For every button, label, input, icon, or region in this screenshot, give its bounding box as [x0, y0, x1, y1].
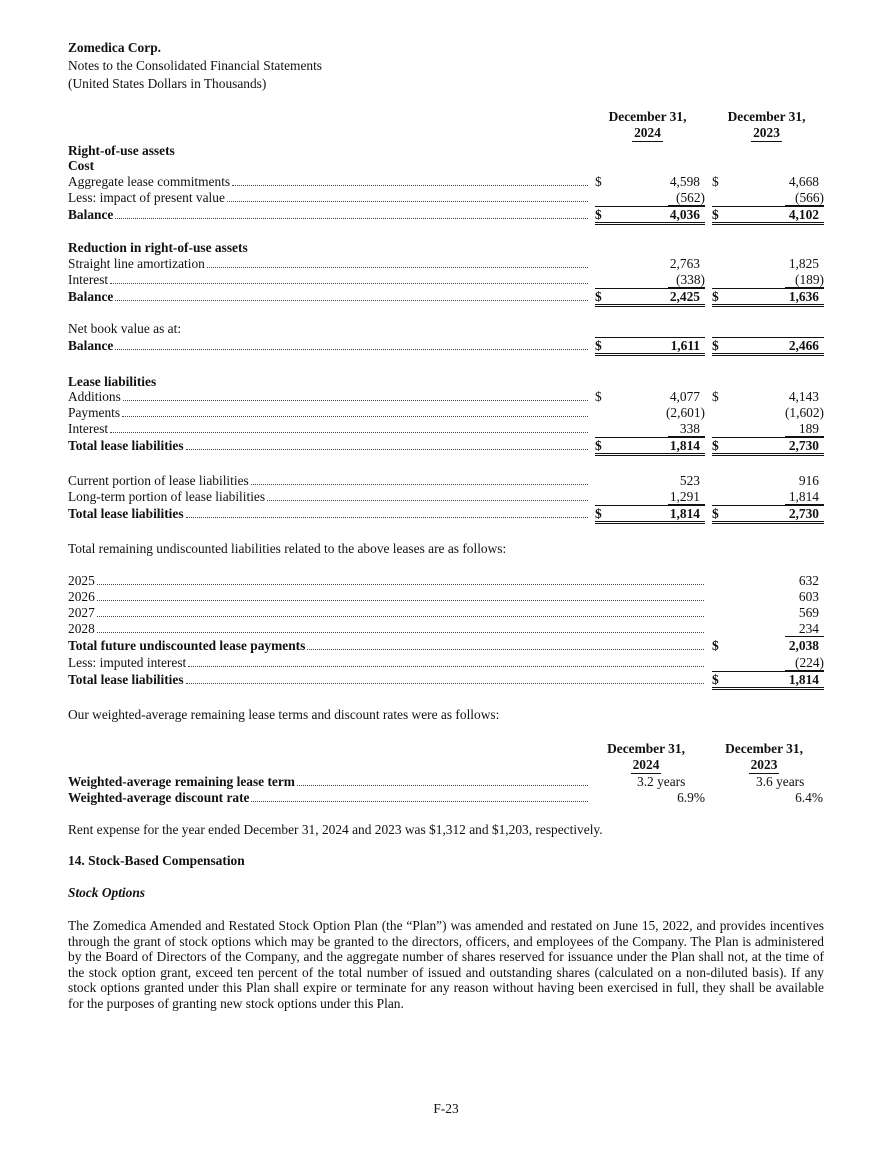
table-row	[68, 338, 824, 354]
double-underline-rule	[595, 206, 705, 225]
table-row	[68, 473, 824, 489]
currency-symbol: $	[712, 672, 719, 687]
company-name: Zomedica Corp.	[68, 40, 161, 55]
value-2024: 1,814	[669, 438, 700, 453]
table-row	[68, 174, 824, 190]
value-2024: 3.2 years	[637, 774, 686, 789]
column-header-2023-line1: December 31,	[727, 109, 806, 124]
value-2023: 1,814	[788, 489, 819, 504]
double-underline-rule	[595, 288, 705, 307]
row-label: Balance	[68, 289, 114, 304]
column-header-2023	[709, 109, 824, 142]
column-header-2023-line2: 2023	[753, 125, 780, 140]
row-label: Interest	[68, 421, 109, 436]
double-underline-rule	[595, 505, 705, 524]
value: (224)	[794, 655, 824, 670]
table-row	[68, 289, 824, 305]
dot-leader	[115, 300, 588, 301]
page-number: F-23	[433, 1101, 459, 1116]
currency-symbol: $	[595, 207, 602, 222]
value: 569	[798, 605, 819, 620]
value-2023: (1,602)	[784, 405, 824, 420]
currency-symbol: $	[712, 338, 719, 353]
row-label: Payments	[68, 405, 121, 420]
value-2024: 1,611	[670, 338, 700, 353]
lease-liabilities-title: Lease liabilities	[68, 374, 157, 389]
weighted-header-2023	[704, 741, 824, 774]
dot-leader	[307, 649, 704, 650]
row-label: Balance	[68, 207, 114, 222]
currency-symbol: $	[712, 506, 719, 521]
table-row	[68, 790, 824, 806]
value-2023: 2,730	[788, 438, 819, 453]
dot-leader	[97, 584, 704, 585]
column-header-2024	[590, 109, 705, 142]
double-underline-rule	[712, 505, 824, 524]
currency-symbol: $	[595, 438, 602, 453]
row-label: Current portion of lease liabilities	[68, 473, 249, 488]
underline-rule	[668, 190, 705, 206]
currency-symbol: $	[712, 438, 719, 453]
value-2024: 4,077	[669, 389, 700, 404]
currency-symbol: $	[712, 207, 719, 222]
weighted-header-2024	[587, 741, 705, 774]
value: 2,038	[788, 638, 819, 653]
weighted-header-2024-line1: December 31,	[607, 741, 685, 756]
currency-symbol: $	[712, 638, 719, 653]
currency-note: (United States Dollars in Thousands)	[68, 76, 267, 91]
value-2024: 2,763	[669, 256, 700, 271]
value-2023: (189)	[794, 272, 824, 287]
value: 1,814	[788, 672, 819, 687]
row-label: Long-term portion of lease liabilities	[68, 489, 266, 504]
table-row	[68, 489, 824, 505]
dot-leader	[186, 449, 588, 450]
underline-rule	[668, 421, 705, 437]
value-2023: 6.4%	[795, 790, 823, 805]
row-label: Less: imputed interest	[68, 655, 187, 670]
double-underline-rule	[712, 288, 824, 307]
weighted-header-2024-line2: 2024	[632, 757, 660, 772]
dot-leader	[207, 267, 588, 268]
currency-symbol: $	[595, 289, 602, 304]
underline-rule	[785, 190, 824, 206]
table-row	[68, 655, 824, 671]
row-label: Total lease liabilities	[68, 438, 184, 453]
rou-cost-subtitle: Cost	[68, 158, 95, 173]
row-label: Total future undiscounted lease payments	[68, 638, 306, 653]
table-row	[68, 272, 824, 288]
double-underline-rule	[712, 671, 824, 690]
dot-leader	[110, 283, 588, 284]
plan-paragraph: The Zomedica Amended and Restated Stock Option Plan (the “Plan”) was amended and restated on June 15, 2022, and provides incentives through the grant of stock options which may be granted to the directors, officers, and employees of the Company. The Plan is administered by the Board of Directors of the Company, and the aggregate number of shares reserved for issuance under the Plan shall not, at the time of the stock option grant, exceed ten percent of the total number of issued and outstanding shares (calculated on a non-diluted basis). If any stock options granted under this Plan shall expire or terminate for any reason without having been exercised in full, they shall be available for the purposes of granting new stock options under this Plan.	[68, 918, 824, 1011]
table-row	[68, 774, 824, 790]
dot-leader	[115, 349, 588, 350]
dot-leader	[97, 616, 704, 617]
column-header-2024-line1: December 31,	[608, 109, 687, 124]
value-2023: 189	[798, 421, 819, 436]
dot-leader	[186, 683, 704, 684]
value: 632	[798, 573, 819, 588]
dot-leader	[297, 785, 588, 786]
value-2024: 1,291	[669, 489, 700, 504]
row-label: Balance	[68, 338, 114, 353]
dot-leader	[122, 416, 588, 417]
table-row	[68, 207, 824, 223]
dot-leader	[186, 517, 588, 518]
row-label: 2025	[68, 573, 95, 588]
dot-leader	[251, 801, 588, 802]
row-label: Aggregate lease commitments	[68, 174, 231, 189]
dot-leader	[232, 185, 588, 186]
row-label: Less: impact of present value	[68, 190, 225, 205]
dot-leader	[267, 500, 588, 501]
row-label: Total lease liabilities	[68, 506, 184, 521]
double-underline-rule	[712, 437, 824, 456]
table-row	[68, 573, 824, 589]
underline-rule	[668, 489, 705, 505]
value: 234	[798, 621, 819, 636]
table-row	[68, 672, 824, 688]
column-header-2024-line2: 2024	[634, 125, 661, 140]
section-14-title: 14. Stock-Based Compensation	[68, 853, 245, 868]
underline-rule	[785, 621, 824, 637]
table-row	[68, 190, 824, 206]
value-2023: 2,466	[788, 338, 819, 353]
document-subtitle: Notes to the Consolidated Financial Statements	[68, 58, 323, 73]
currency-symbol: $	[712, 289, 719, 304]
value-2024: 1,814	[669, 506, 700, 521]
underline-rule	[785, 272, 824, 288]
value-2024: 338	[679, 421, 700, 436]
dot-leader	[227, 201, 588, 202]
row-label: Additions	[68, 389, 121, 404]
value-2024: 523	[679, 473, 700, 488]
value: 603	[798, 589, 819, 604]
double-underline-rule	[712, 206, 824, 225]
table-row	[68, 438, 824, 454]
dot-leader	[97, 600, 704, 601]
value-2023: 1,636	[788, 289, 819, 304]
dot-leader	[110, 432, 588, 433]
value-2023: 4,668	[788, 174, 819, 189]
row-label: 2026	[68, 589, 95, 604]
currency-symbol: $	[712, 389, 719, 404]
value-2023: 1,825	[788, 256, 819, 271]
value-2023: 2,730	[788, 506, 819, 521]
row-label: 2028	[68, 621, 95, 636]
nbv-section-title: Net book value as at:	[68, 321, 182, 336]
value-2024: (338)	[675, 272, 705, 287]
dot-leader	[188, 666, 704, 667]
value-2023: 916	[798, 473, 819, 488]
table-row	[68, 506, 824, 522]
double-underline-rule	[595, 437, 705, 456]
double-underline-rule	[712, 337, 824, 356]
dot-leader	[123, 400, 588, 401]
weighted-header-2023-line1: December 31,	[725, 741, 803, 756]
value-2024: 4,036	[669, 207, 700, 222]
underline-rule	[785, 489, 824, 505]
table-row	[68, 638, 824, 654]
currency-symbol: $	[595, 389, 602, 404]
currency-symbol: $	[595, 338, 602, 353]
dot-leader	[251, 484, 588, 485]
value-2023: 4,102	[788, 207, 819, 222]
row-label: Straight line amortization	[68, 256, 205, 271]
row-label: Interest	[68, 272, 109, 287]
value-2024: (562)	[675, 190, 705, 205]
currency-symbol: $	[595, 174, 602, 189]
value-2024: 4,598	[669, 174, 700, 189]
dot-leader	[115, 218, 588, 219]
undiscounted-intro: Total remaining undiscounted liabilities related to the above leases are as follows:	[68, 541, 507, 556]
table-row	[68, 421, 824, 437]
table-row	[68, 389, 824, 405]
underline-rule	[785, 655, 824, 671]
rou-section-title: Right-of-use assets	[68, 143, 175, 158]
table-row	[68, 605, 824, 621]
reduction-section-title: Reduction in right-of-use assets	[68, 240, 248, 255]
document-page	[68, 0, 824, 1161]
dot-leader	[97, 632, 704, 633]
row-label: Weighted-average discount rate	[68, 790, 250, 805]
double-underline-rule	[595, 337, 705, 356]
value-2023: 3.6 years	[756, 774, 805, 789]
value-2024: 6.9%	[677, 790, 705, 805]
rent-expense-text: Rent expense for the year ended December 31, 2024 and 2023 was $1,312 and $1,203, respectively.	[68, 822, 603, 837]
currency-symbol: $	[595, 506, 602, 521]
value-2023: (566)	[794, 190, 824, 205]
row-label: 2027	[68, 605, 95, 620]
table-row	[68, 256, 824, 272]
table-row	[68, 589, 824, 605]
table-row	[68, 621, 824, 637]
value-2024: (2,601)	[665, 405, 705, 420]
stock-options-heading: Stock Options	[68, 885, 146, 900]
table-row	[68, 405, 824, 421]
value-2024: 2,425	[669, 289, 700, 304]
weighted-header-2023-line2: 2023	[750, 757, 778, 772]
currency-symbol: $	[712, 174, 719, 189]
row-label: Weighted-average remaining lease term	[68, 774, 295, 789]
underline-rule	[668, 272, 705, 288]
weighted-intro: Our weighted-average remaining lease terms and discount rates were as follows:	[68, 707, 500, 722]
row-label: Total lease liabilities	[68, 672, 184, 687]
value-2023: 4,143	[788, 389, 819, 404]
underline-rule	[785, 421, 824, 437]
